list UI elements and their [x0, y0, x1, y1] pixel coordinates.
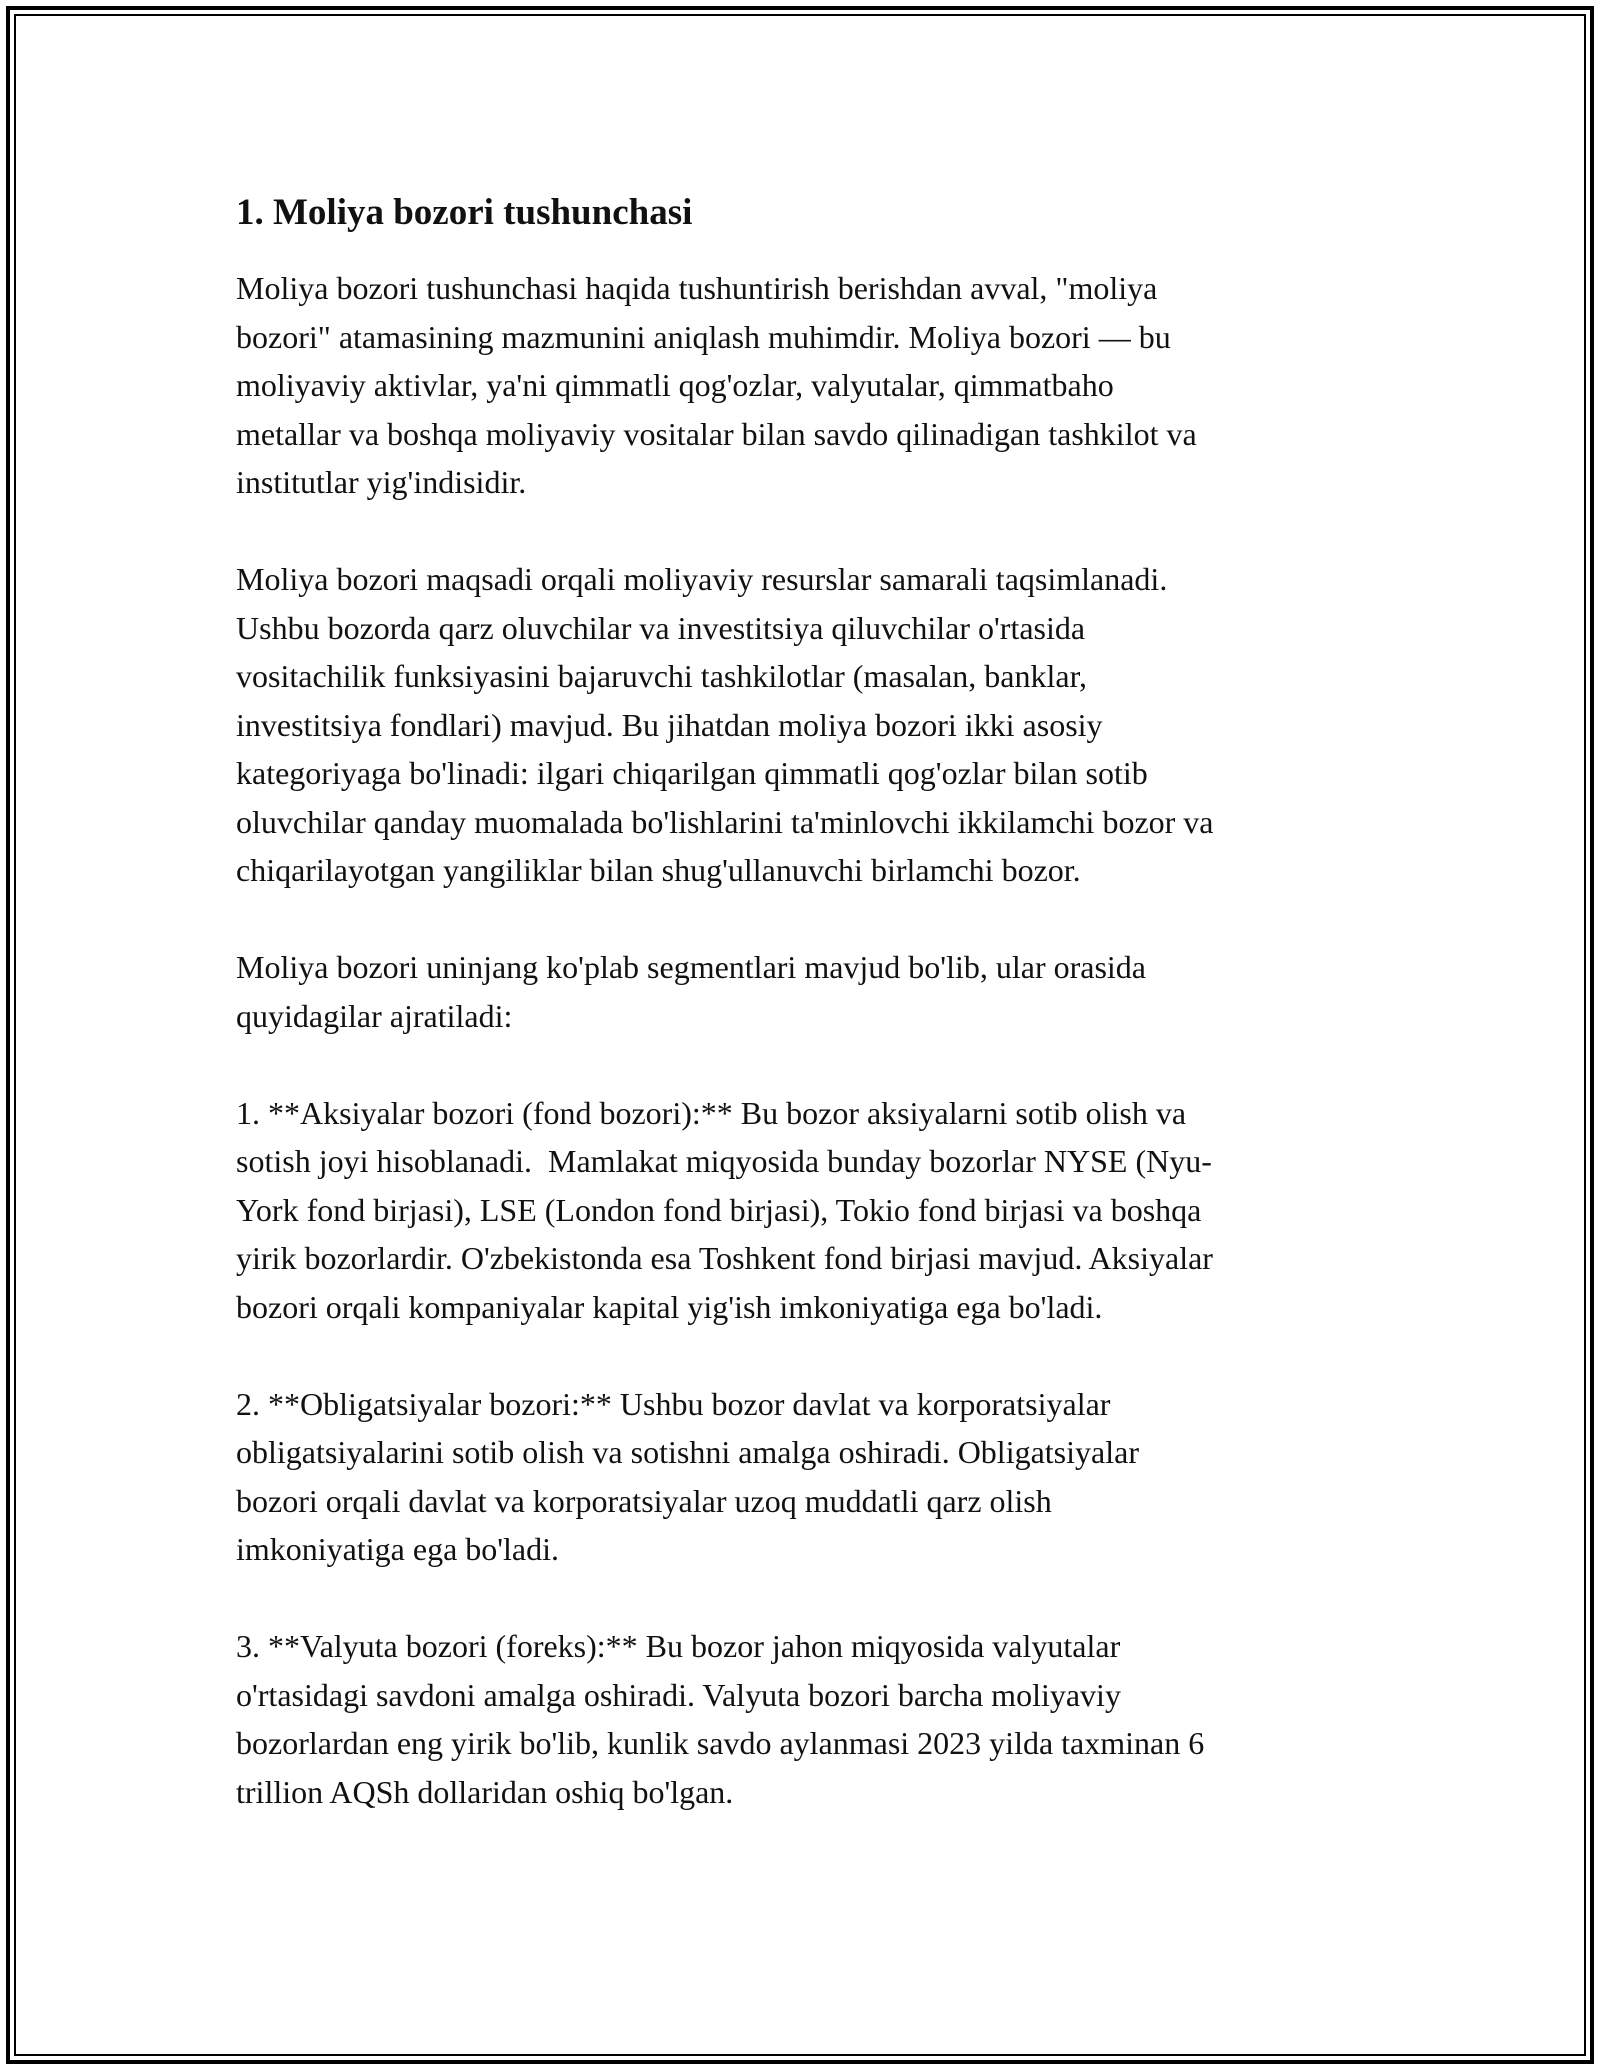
list-item-bond-market: 2. **Obligatsiyalar bozori:** Ushbu bozor davlat va korporatsiyalar obligatsiyalarini sotib olish va sotishni amalga oshiradi. Obligatsiyalar bozori orqali davlat va korporatsiyalar uzoq muddatli qarz olish imkoniyatiga ega bo'ladi. — [236, 1385, 1139, 1567]
section-heading: 1. Moliya bozori tushunchasi — [236, 192, 693, 233]
list-item-stock-market: 1. **Aksiyalar bozori (fond bozori):** Bu bozor aksiyalarni sotib olish va sotish joyi hisoblanadi. Mamlakat miqyosida bunday bozorlar NYSE (Nyu- York fond birjasi), LSE (London fond birjasi), Tokio fond birjasi va boshqa yirik bozorlardir. O'zbekistonda esa Toshkent fond birjasi mavjud. Aksiyalar bozori orqali kompaniyalar kapital yig'ish imkoniyatiga ega bo'ladi. — [236, 1094, 1213, 1325]
paragraph-definition: Moliya bozori tushunchasi haqida tushuntirish berishdan avval, "moliya bozori" atamasining mazmunini aniqlash muhimdir. Moliya bozori — bu moliyaviy aktivlar, ya'ni qimmatli qog'ozlar, valyutalar, qimmatbaho metallar va boshqa moliyaviy vositalar bilan savdo qilinadigan tashkilot va institutlar yig'indisidir. — [236, 270, 1197, 500]
list-item-forex-market: 3. **Valyuta bozori (foreks):** Bu bozor jahon miqyosida valyutalar o'rtasidagi savdoni amalga oshiradi. Valyuta bozori barcha moliyaviy bozorlardan eng yirik bo'lib, kunlik savdo aylanmasi 2023 yilda taxminan 6 trillion AQSh dollaridan oshiq bo'lgan. — [236, 1628, 1205, 1810]
paragraph-segments-intro: Moliya bozori uninjang ko'plab segmentlari mavjud bo'lib, ular orasida quyidagilar ajratiladi: — [236, 949, 1146, 1034]
paragraph-purpose: Moliya bozori maqsadi orqali moliyaviy resurslar samarali taqsimlanadi. Ushbu bozorda qarz oluvchilar va investitsiya qiluvchilar o'rtasida vositachilik funksiyasini bajaruvchi tashkilotlar (masalan, banklar, investitsiya fondlari) mavjud. Bu jihatdan moliya bozori ikki asosiy kategoriyaga bo'linadi: ilgari chiqarilgan qimmatli qog'ozlar bilan sotib oluvchilar qanday muomalada bo'lishlarini ta'minlovchi ikkilamchi bozor va chiqarilayotgan yangiliklar bilan shug'ullanuvchi birlamchi bozor. — [236, 561, 1214, 888]
document-body — [236, 186, 1366, 1865]
